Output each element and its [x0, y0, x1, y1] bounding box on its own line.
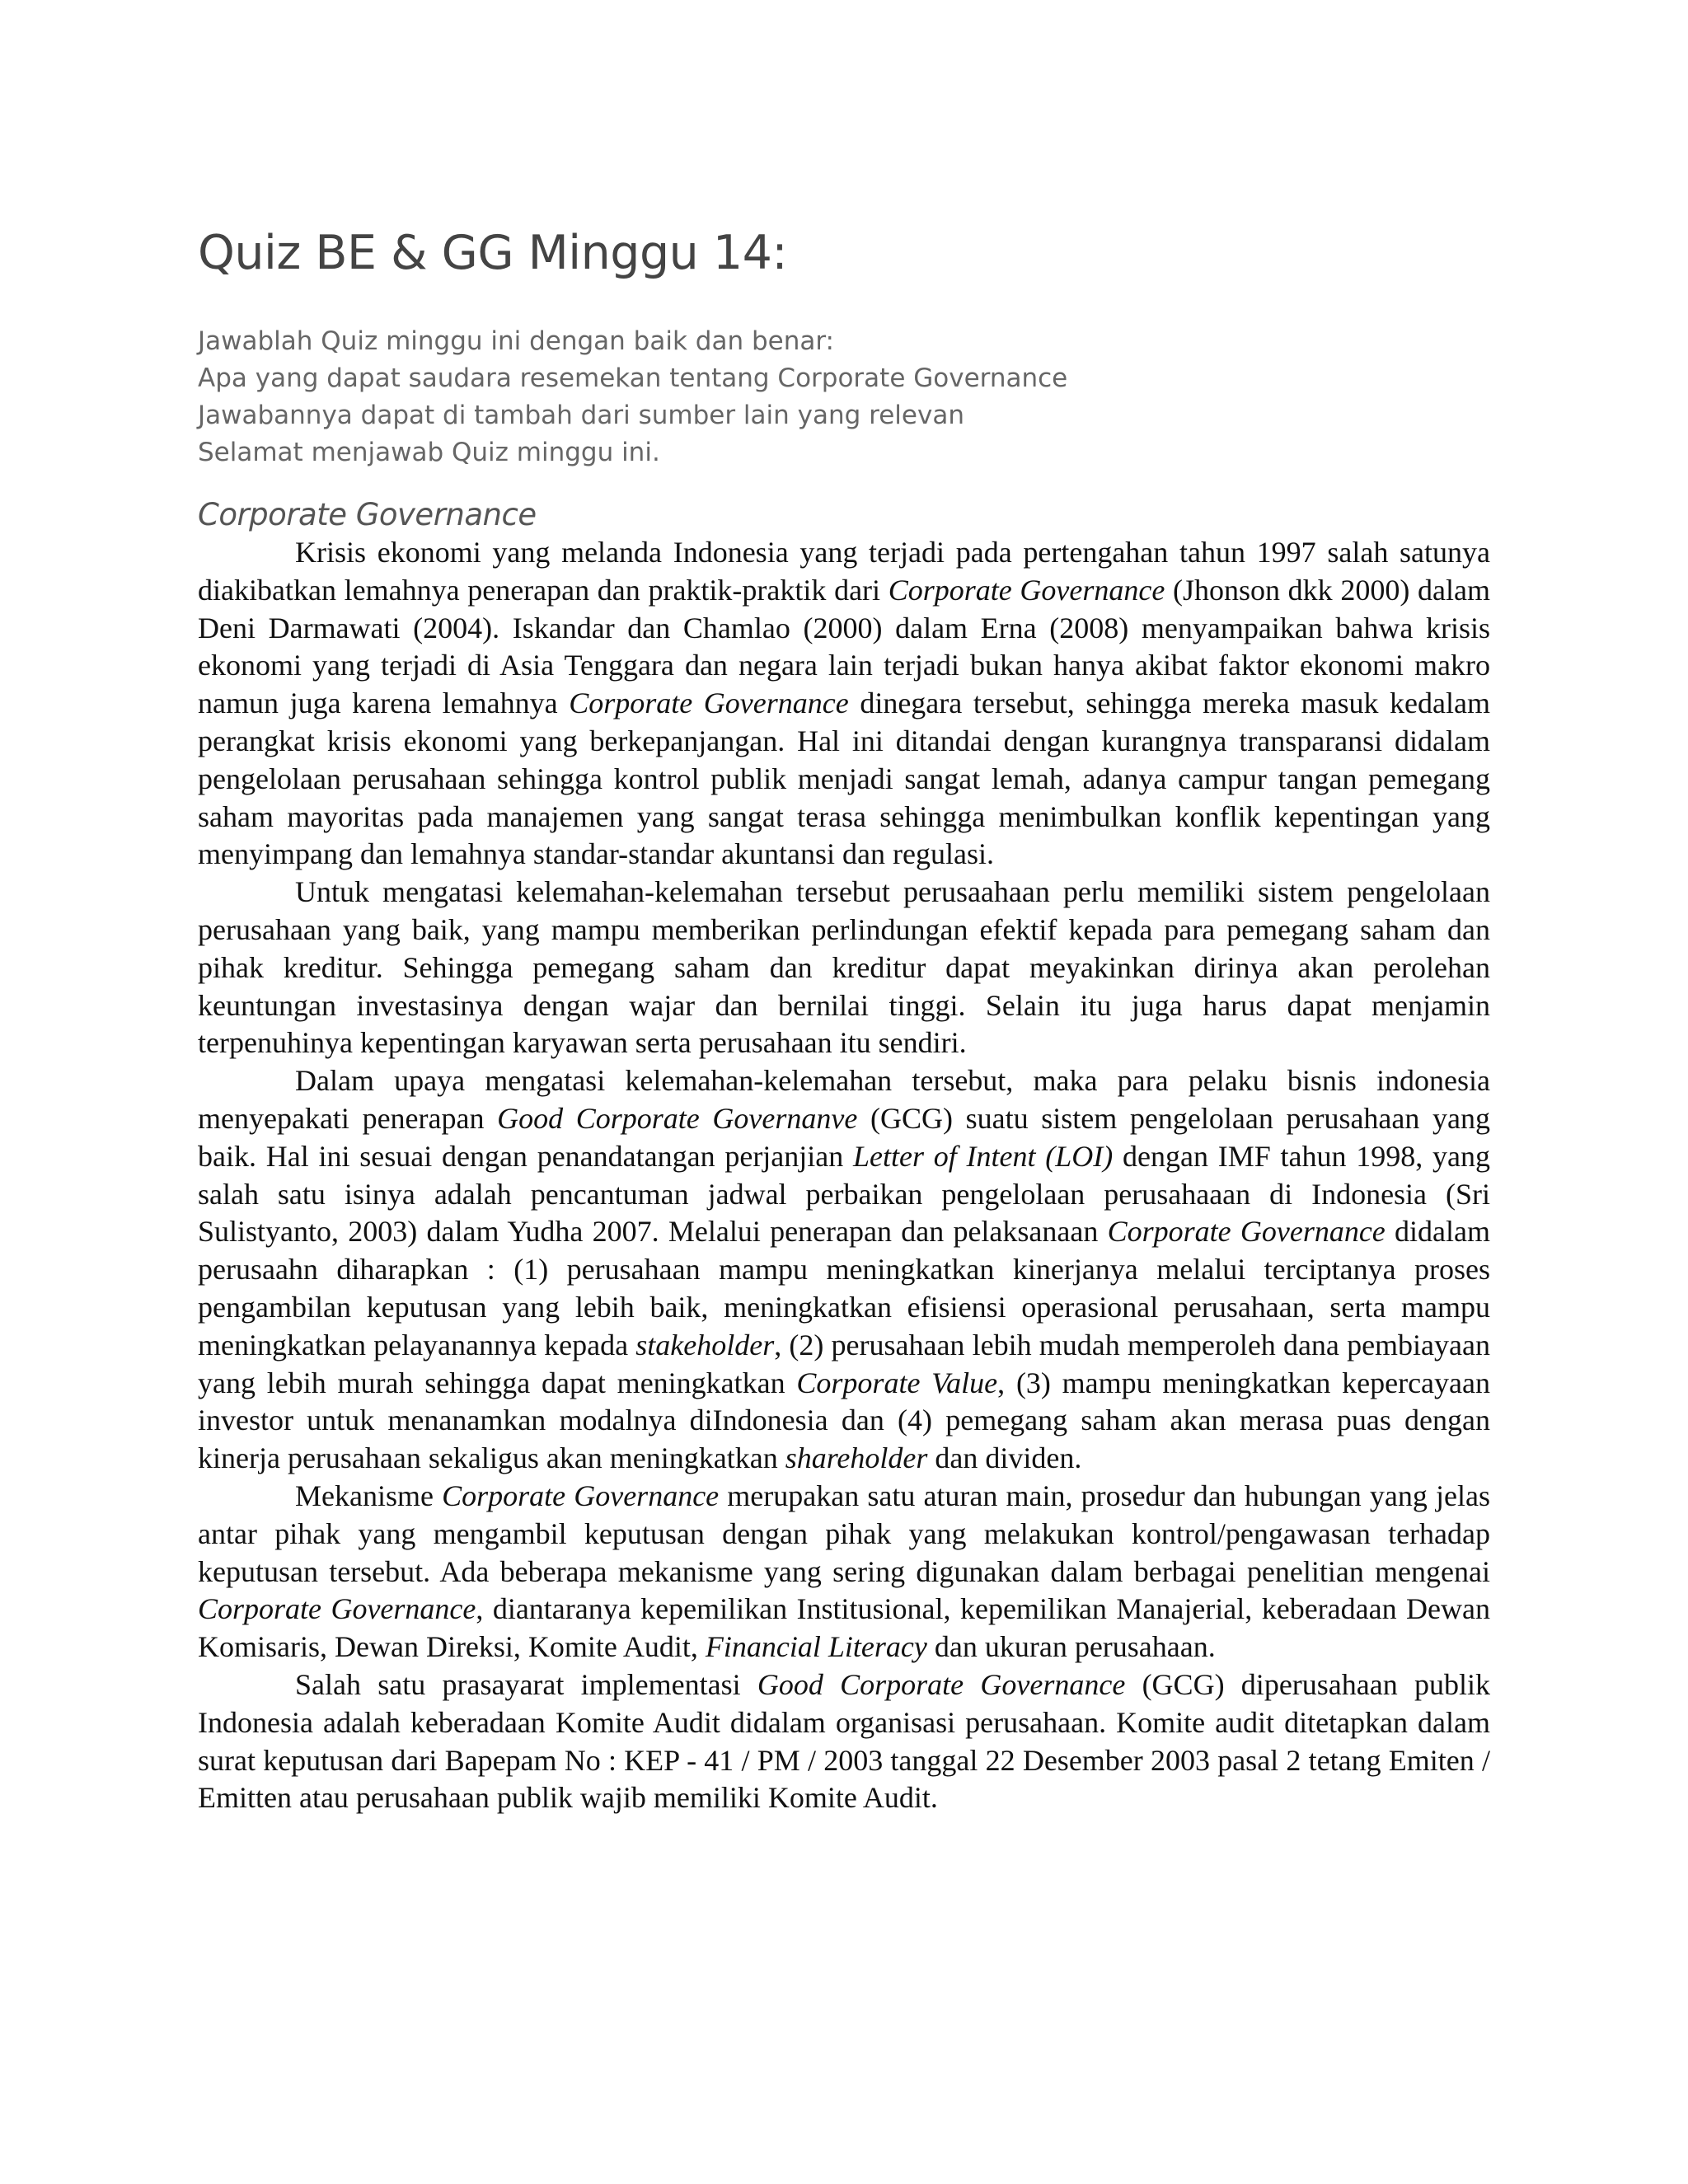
text-run: dinegara tersebut, sehingga mereka masuk kedalam perangkat krisis ekonomi yang berkepanjangan. Hal ini ditandai dengan kurangnya transparansi didalam pengelolaan perusahaan sehingga kontrol publik menjadi sangat lemah, adanya campur tangan pemegang saham mayoritas pada manajemen yang sangat terasa sehingga menimbulkan konflik kepentingan yang menyimpang dan lemahnya standar-standar akuntansi dan regulasi. — [198, 687, 1490, 871]
body-paragraph — [198, 874, 1490, 1062]
italic-term: Corporate Value — [796, 1366, 998, 1399]
italic-term: Good Corporate Governance — [757, 1667, 1126, 1701]
text-run: , (3) mampu meningkatkan kepercayaan investor untuk menanamkan modalnya diIndonesia dan (4) pemegang saham akan merasa puas dengan kinerja perusahaan sekaligus akan meningkatkan — [198, 1366, 1490, 1475]
italic-term: Corporate Governance — [1107, 1215, 1386, 1249]
text-run: (Jhonson dkk 2000) dalam Deni Darmawati (2004). Iskandar dan Chamlao (2000) dalam Erna (2008) menyampaikan bahwa krisis ekonomi yang terjadi di Asia Tenggara dan negara lain terjadi bukan hanya akibat faktor ekonomi makro namun juga karena lemahnya — [198, 573, 1490, 720]
body-paragraph — [198, 1666, 1490, 1817]
intro-line: Jawabannya dapat di tambah dari sumber lain yang relevan — [198, 401, 964, 430]
intro-line: Jawablah Quiz minggu ini dengan baik dan benar: — [198, 326, 834, 356]
italic-term: Good Corporate Governanve — [497, 1101, 858, 1135]
italic-term: shareholder — [785, 1441, 928, 1475]
text-run: Dalam upaya mengatasi kelemahan-kelemahan tersebut, maka para pelaku bisnis indonesia menyepakati penerapan — [198, 1064, 1490, 1135]
body-text — [198, 534, 1490, 1817]
body-paragraph — [198, 1478, 1490, 1666]
text-run: Krisis ekonomi yang melanda Indonesia yang terjadi pada pertengahan tahun 1997 salah satunya diakibatkan lemahnya penerapan dan praktik-praktik dari — [198, 536, 1490, 607]
document-page — [198, 221, 1490, 1817]
italic-term: Letter of Intent (LOI) — [853, 1139, 1114, 1173]
text-run: dan dividen. — [927, 1441, 1082, 1475]
italic-term: Financial Literacy — [705, 1630, 927, 1664]
italic-term: Corporate Governance — [198, 1592, 476, 1626]
page-title: Quiz BE & GG Minggu 14: — [198, 226, 788, 280]
intro-block — [198, 323, 1490, 471]
text-run: (GCG) diperusahaan publik Indonesia adalah keberadaan Komite Audit didalam organisasi perusahaan. Komite audit ditetapkan dalam surat keputusan dari Bapepam No : KEP - 41 / PM / 2003 tanggal 22 Desember 2003 pasal 2 tetang Emiten / Emitten atau perusahaan publik wajib memiliki Komite Audit. — [198, 1667, 1490, 1815]
italic-term: Corporate Governance — [442, 1479, 720, 1512]
intro-line: Apa yang dapat saudara resemekan tentang Corporate Governance — [198, 363, 1068, 393]
text-run: dan ukuran perusahaan. — [926, 1630, 1216, 1664]
text-run: Salah satu prasayarat implementasi — [295, 1667, 757, 1701]
text-run: (GCG) suatu sistem pengelolaan perusahaan yang baik. Hal ini sesuai dengan penandatangan perjanjian — [198, 1101, 1491, 1173]
text-run: , (2) perusahaan lebih mudah memperoleh dana pembiayaan yang lebih murah sehingga dapat meningkatkan — [198, 1328, 1490, 1399]
intro-line: Selamat menjawab Quiz minggu ini. — [198, 438, 660, 467]
italic-term: stakeholder — [635, 1328, 775, 1361]
body-paragraph — [198, 534, 1490, 874]
italic-term: Corporate Governance — [569, 687, 849, 720]
section-heading: Corporate Governance — [198, 497, 537, 532]
text-run: , diantaranya kepemilikan Institusional, kepemilikan Manajerial, keberadaan Dewan Komisaris, Dewan Direksi, Komite Audit, — [198, 1592, 1490, 1664]
text-run: merupakan satu aturan main, prosedur dan hubungan yang jelas antar pihak yang mengambil keputusan dengan pihak yang melakukan kontrol/pengawasan terhadap keputusan tersebut. Ada beberapa mekanisme yang sering digunakan dalam berbagai penelitian mengenai — [198, 1479, 1490, 1588]
text-run: dengan IMF tahun 1998, yang salah satu isinya adalah pencantuman jadwal perbaikan pengelolaan perusahaaan di Indonesia (Sri Sulistyanto, 2003) dalam Yudha 2007. Melalui penerapan dan pelaksanaan — [198, 1139, 1490, 1249]
body-paragraph — [198, 1062, 1490, 1478]
text-run: Mekanisme — [295, 1479, 443, 1512]
text-run: Untuk mengatasi kelemahan-kelemahan tersebut perusaahaan perlu memiliki sistem pengelolaan perusahaan yang baik, yang mampu memberikan perlindungan efektif kepada para pemegang saham dan pihak kreditur. Sehingga pemegang saham dan kreditur dapat meyakinkan dirinya akan perolehan keuntungan investasinya dengan wajar dan bernilai tinggi. Selain itu juga harus dapat menjamin terpenuhinya kepentingan karyawan serta perusahaan itu sendiri. — [198, 875, 1490, 1060]
text-run: didalam perusaahn diharapkan : (1) perusahaan mampu meningkatkan kinerjanya melalui terciptanya proses pengambilan keputusan yang lebih baik, meningkatkan efisiensi operasional perusahaan, serta mampu meningkatkan pelayanannya kepada — [198, 1215, 1491, 1361]
italic-term: Corporate Governance — [888, 573, 1165, 607]
